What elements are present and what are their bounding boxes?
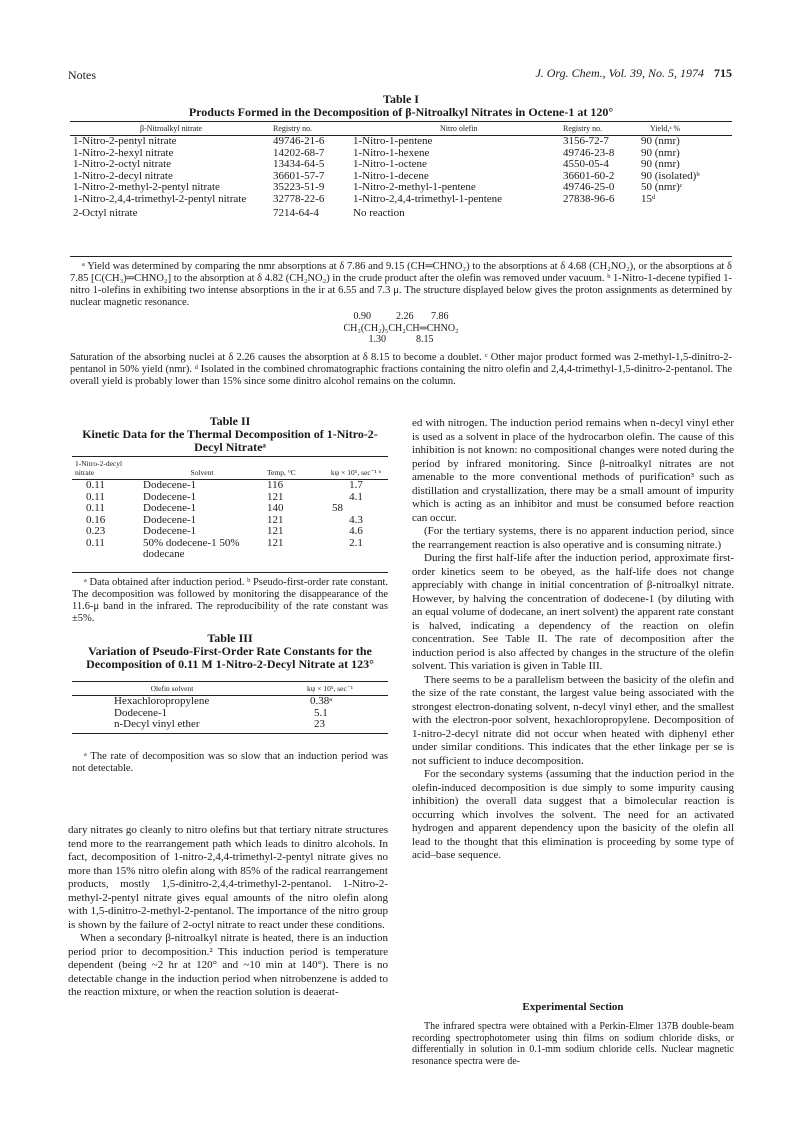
table3-col-rate: kψ × 10⁵, sec⁻¹ [272, 682, 388, 696]
table1-col-olefin: Nitro olefin [350, 122, 560, 136]
running-header-section: Notes [68, 68, 96, 82]
table2-bottom-rule [72, 572, 388, 573]
table2-title: Kinetic Data for the Thermal Decomposition of 1-Nitro-2-Decyl Nitrateᵃ [82, 427, 378, 454]
table3-footnote: ᵃ The rate of decomposition was so slow that an induction period was not detectable. [72, 751, 388, 774]
cell: 4550-05-4 [563, 158, 609, 170]
table2-col-rate: kψ × 10⁵, sec⁻¹ ᵇ [324, 457, 388, 480]
table-row [70, 205, 732, 220]
table1-col-yield: Yield,ᵃ % [638, 122, 732, 136]
right-paragraph-4: There seems to be a parallelism between the basicity of the olefin and the size of the rate constant, the largest value being associated with the strongest electron-donating solvent, n-decyl vinyl ether, and the smallest with the electron-poor solvent, hexachloropropylene. Decomposition of 1-nitro-2-decyl nitrate did not occur when heated with diphenyl ether under similar conditions. This indicates that the ether linkage per se is not sufficient to induce decomposition. [412, 673, 734, 767]
cell: 49746-21-6 [273, 135, 325, 147]
table1-footnote-a-b: ᵃ Yield was determined by comparing the nmr absorptions at δ 7.86 and 9.15 (CH═CHNO₂) to the absorptions at δ 4.68 (CH₂NO₂), or the absorptions at δ 7.85 [C(CH₃)═CHNO₂] to the absorption at δ 4.82 (CH₂NO₂) in the crude product after the olefin was removed under vacuum. ᵇ 1-Nitro-1-decene typified 1-nitro 1-olefins in exhibiting two intense absorptions in the ir at 6.55 and 7.3 μ. The structure displayed below gives the proton assignments as determined by nuclear magnetic resonance. [70, 261, 732, 308]
cell: 121 [267, 536, 284, 549]
table-row [70, 136, 732, 148]
table-row [72, 526, 388, 538]
table2-header-row [72, 457, 388, 480]
cell: 140 [267, 502, 284, 514]
right-column-body [412, 417, 734, 863]
cell: 27838-96-6 [563, 192, 615, 205]
cell: 1-Nitro-2-octyl nitrate [73, 158, 172, 170]
table-row [70, 182, 732, 194]
cell: 15ᵈ [641, 192, 656, 205]
cell: Dodecene-1 [114, 706, 168, 719]
table2-footnote: ᵃ Data obtained after induction period. ᵇ Pseudo-first-order rate constant. The decomposition was followed by monitoring the disappearance of the 11.6-μ band in the infrared. The reproducibility of the rate constant was ±5%. [72, 577, 388, 624]
table2 [72, 456, 388, 561]
table1 [70, 121, 732, 220]
cell: Dodecene-1 [143, 513, 197, 526]
cell: 121 [267, 490, 284, 503]
table3-title: Variation of Pseudo-First-Order Rate Constants for the Decomposition of 0.11 M 1-Nitro-2-Decyl Nitrate at 123° [86, 644, 374, 671]
right-paragraph-2: (For the tertiary systems, there is no apparent induction period, since the rearrangement reaction is also operative and is consuming nitrate.) [412, 525, 734, 551]
cell: 58 [332, 502, 343, 514]
cell: 4.1 [349, 490, 363, 503]
cell: 90 (nmr) [641, 158, 680, 170]
table1-bottom-rule [70, 256, 732, 257]
cell: Dodecene-1 [143, 502, 197, 514]
cell: Dodecene-1 [143, 490, 197, 503]
cell: 90 (nmr) [641, 135, 680, 147]
table-row [72, 503, 388, 515]
cell: 1-Nitro-1-decene [353, 169, 429, 182]
table3-col-solvent: Olefin solvent [72, 682, 272, 696]
table-row [72, 538, 388, 561]
cell: Hexachloropropylene [114, 695, 210, 707]
cell: 0.11 [86, 490, 105, 503]
cell: 1-Nitro-2-decyl nitrate [73, 169, 173, 182]
table2-caption [72, 415, 388, 454]
table2-col-temp: Temp, °C [264, 457, 324, 480]
cell: 1-Nitro-2-methyl-2-pentyl nitrate [73, 181, 220, 193]
table-row [70, 194, 732, 206]
cell: 0.11 [86, 502, 105, 514]
cell: 1-Nitro-2-hexyl nitrate [73, 146, 174, 159]
cell [638, 205, 732, 220]
cell: 36601-57-7 [273, 169, 325, 182]
cell: 116 [267, 479, 284, 491]
cell: Dodecene-1 [143, 525, 197, 537]
cell: 0.38ᵃ [310, 695, 333, 707]
experimental-text: The infrared spectra were obtained with a Perkin-Elmer 137B double-beam recording spectrophotometer using thin films on sodium chloride disks, or differentially in solution in 0.1-mm sodium chloride cells. Nuclear magnetic resonance spectra were de- [412, 1021, 734, 1067]
cell: 1-Nitro-2-pentyl nitrate [73, 135, 177, 147]
struct-shifts-top: 0.90 2.26 7.86 [353, 311, 449, 322]
right-paragraph-1: ed with nitrogen. The induction period remains when n-decyl vinyl ether is used as a solvent in place of the hydrocarbon olefin. The cause of this inhibition is not known: no compositional changes were noted during the period by infrared monitoring. Since β-nitroalkyl nitrates are not amenable to the more conventional methods of purification³ such as distillation and crystallization, there may be a small amount of impurity which is acting as an inhibitor and must be consumed before reaction can occur. [412, 417, 734, 524]
table-row [72, 515, 388, 527]
cell: 4.6 [349, 525, 363, 537]
table1-header-row [70, 122, 732, 136]
cell: 2.1 [349, 536, 363, 549]
cell: 1.7 [349, 479, 363, 491]
running-header-journal [535, 66, 732, 81]
cell: 0.23 [86, 525, 106, 537]
cell: 1-Nitro-2,4,4-trimethyl-2-pentyl nitrate [73, 192, 247, 205]
table-row [72, 696, 388, 708]
table-row [72, 480, 388, 492]
cell: 1-Nitro-1-hexene [353, 146, 430, 159]
left-paragraph-2: When a secondary β-nitroalkyl nitrate is heated, there is an induction period prior to decomposition.² This induction period is temperature dependent (being ~2 hr at 120° and ~10 min at 140°). There is no detectable change in the induction period when nitrobenzene is added to the reaction mixture, or when the reaction solution is deaerat- [68, 932, 388, 998]
cell: 35223-51-9 [273, 181, 325, 193]
cell: 121 [267, 525, 284, 537]
struct-formula: CH₃(CH₂)₅CH₂CH═CHNO₂ [343, 322, 459, 334]
cell: No reaction [353, 207, 405, 219]
cell: 7214-64-4 [273, 207, 319, 219]
cell: 121 [267, 513, 284, 526]
cell: 90 (nmr) [641, 146, 680, 159]
table1-col-nitrate: β-Nitroalkyl nitrate [70, 122, 270, 136]
cell: 50 (nmr)ᶜ [641, 181, 683, 193]
cell: 13434-64-5 [273, 158, 325, 170]
cell: 2-Octyl nitrate [73, 207, 138, 219]
page-number: 715 [714, 66, 732, 80]
table1-footnote-c-d: Saturation of the absorbing nuclei at δ 2.26 causes the absorption at δ 8.15 to become a doublet. ᶜ Other major product formed was 2-methyl-1,5-dinitro-2-pentanol in 50% yield (nmr). ᵈ Isolated in the combined chromatographic fractions containing the nitro olefin and 2,4,4-trimethyl-1,5-dinitro-2-pentanol. The overall yield is probably lower than 15% since some dinitro alcohol remains on the column. [70, 352, 732, 387]
cell: 14202-68-7 [273, 146, 325, 159]
cell [560, 205, 638, 220]
table3-label: Table III [207, 631, 253, 645]
cell: 36601-60-2 [563, 169, 615, 182]
table2-col-solvent: Solvent [140, 457, 264, 480]
cell: 0.16 [86, 513, 106, 526]
table1-title: Products Formed in the Decomposition of β-Nitroalkyl Nitrates in Octene-1 at 120° [188, 105, 614, 119]
table1-col-registry2: Registry no. [560, 122, 638, 136]
cell: 0.11 [86, 536, 105, 549]
cell: Dodecene-1 [143, 479, 197, 491]
cell: 1-Nitro-1-octene [353, 158, 427, 170]
table1-caption [70, 93, 732, 119]
table3 [72, 681, 388, 734]
table2-col-conc: 1-Nitro-2-decyl nitrate [72, 457, 140, 480]
table3-caption [68, 632, 392, 671]
cell: 32778-22-6 [273, 192, 325, 205]
cell: 23 [272, 719, 388, 733]
cell: 5.1 [314, 706, 328, 719]
nmr-structure [70, 311, 732, 346]
cell: 4.3 [349, 513, 363, 526]
table3-header-row [72, 682, 388, 696]
cell: 49746-25-0 [563, 181, 615, 193]
left-column-body [68, 824, 388, 1000]
table-row [72, 719, 388, 733]
cell: 1-Nitro-2-methyl-1-pentene [353, 181, 476, 193]
table1-col-registry1: Registry no. [270, 122, 350, 136]
right-paragraph-3: During the first half-life after the induction period, approximate first-order kinetics seem to be obeyed, as the half-life does not change appreciably with change in initial concentration of β-nitroalkyl nitrate. However, by halving the concentration of dodecene-1 (by diluting with an equal volume of dodecane, an inert solvent) the apparent rate constant is halved, indicating a dependency of the reaction on olefin concentration. See Table II. The rate of decomposition after the induction period is also affected by changes in the structure of the olefin solvent. This variation is given in Table III. [412, 552, 734, 672]
cell: 1-Nitro-1-pentene [353, 135, 433, 147]
cell: 49746-23-8 [563, 146, 615, 159]
cell: 3156-72-7 [563, 135, 609, 147]
cell: 0.11 [86, 479, 105, 491]
cell: 1-Nitro-2,4,4-trimethyl-1-pentene [353, 192, 503, 205]
cell: n-Decyl vinyl ether [72, 719, 272, 733]
table2-label: Table II [209, 414, 251, 428]
struct-shifts-bottom: 1.30 8.15 [368, 334, 434, 345]
journal-citation: J. Org. Chem., Vol. 39, No. 5, 1974 [535, 66, 704, 80]
cell: 50% dodecene-1 50% dodecane [143, 536, 240, 560]
left-paragraph-1: dary nitrates go cleanly to nitro olefins but that tertiary nitrate structures tend more to the rearrangement path which leads to dinitro alcohols. In fact, decomposition of 1-nitro-2,4,4-trimethyl-2-pentyl nitrate gives no more than 15% nitro olefin along with 85% of the radical rearrangement products, mostly 1,5-dinitro-2,4,4-trimethyl-2-pentanol. 1-Nitro-2-methyl-2-pentyl nitrate gives equal amounts of the nitro olefin along with 1,5-dinitro-2-methyl-2-pentanol. The importance of the nitro group is shown by the failure of 2-octyl nitrate to react under these conditions. [68, 824, 388, 931]
table1-label: Table I [383, 92, 419, 106]
experimental-heading: Experimental Section [522, 1001, 624, 1013]
table-row [70, 159, 732, 171]
right-paragraph-5: For the secondary systems (assuming that the induction period in the olefin-induced decomposition is due simply to some impurity causing inhibition) the overall data suggest that a bimolecular reaction is occurring which involves the solvent. The need for an activated hydrogen and apparent dependency upon the basicity of the olefin all lead to the thought that this elimination is proceeding by some type of acid–base sequence. [412, 768, 734, 861]
cell: 90 (isolated)ᵇ [641, 169, 700, 182]
